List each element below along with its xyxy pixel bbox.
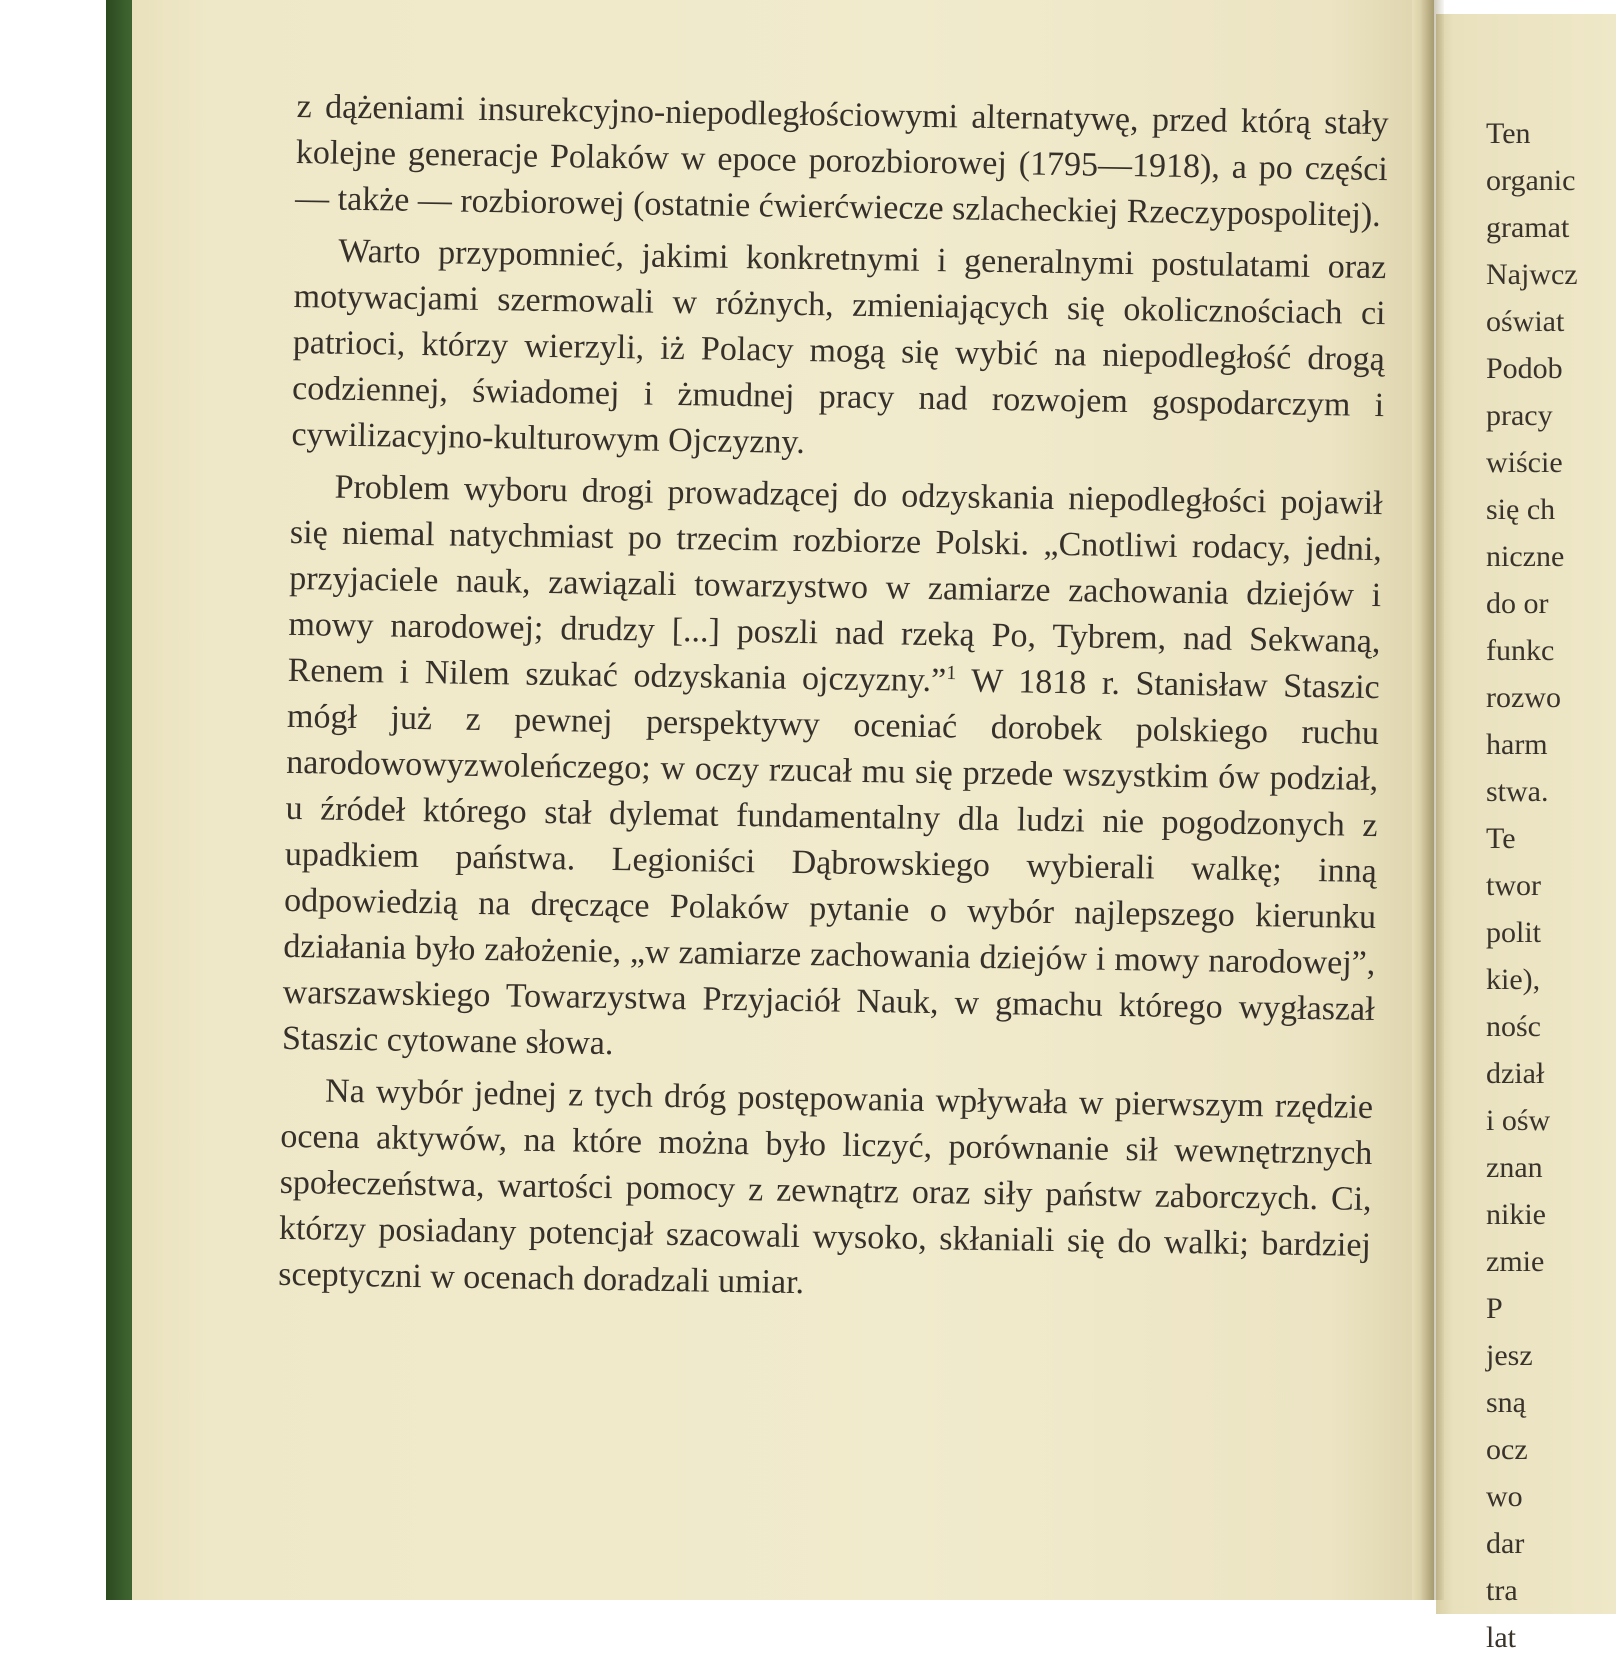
right-page-line-fragment: lat [1486, 1621, 1516, 1654]
right-page-line-fragment: się ch [1486, 493, 1556, 526]
paragraph-3-part-1: Problem wyboru drogi prowadzącej do odzyskania niepodległości pojawił się niemal natychmiast po trzecim rozbiorze Polski. „Cnotliwi rodacy, jedni, przyjaciele nauk, zawiązali towarzystwo w zamiarze zachowania dziejów i mowy narodowej; drudzy [...] poszli nad rzeką Po, Tybrem, nad Sekwaną, Renem i Nilem szukać odzyskania ojczyzny.” [287, 468, 1383, 700]
right-page-text [1486, 110, 1606, 1661]
right-page-line-fragment: tra [1486, 1574, 1518, 1607]
footnote-mark: 1 [946, 661, 957, 685]
left-page-text [278, 84, 1389, 1321]
paragraph-3-part-2: W 1818 r. Stanisław Staszic mógł już z pewnej perspektywy oceniać dorobek polskiego ruchu narodowowyzwoleńczego; w oczy rzucał mu się przede wszystkim ów podział, u źródeł którego stał dylemat fundamentalny dla ludzi nie pogodzonych z upadkiem państwa. Legioniści Dąbrowskiego wybierali walkę; inną odpowiedzią na dręczące Polaków pytanie o wybór najlepszego kierunku działania było założenie, „w zamiarze zachowania dziejów i mowy narodowej”, warszawskiego Towarzystwa Przyjaciół Nauk, w gmachu którego wygłaszał Staszic cytowane słowa. [281, 662, 1380, 1063]
paragraph-3 [282, 464, 1383, 1079]
right-page-line-fragment: do or [1486, 587, 1549, 620]
right-page-line-fragment: harm [1486, 728, 1548, 761]
paragraph-4: Na wybór jednej z tych dróg postępowania wpływała w pierwszym rzędzie ocena aktywów, na które można było liczyć, porównanie sił wewnętrznych społeczeństwa, wartości pomocy z zewnątrz oraz siły państw zaborczych. Ci, którzy posiadany potencjał szacowali wysoko, skłaniali się do walki; bardziej sceptyczni w ocenach doradzali umiar. [278, 1072, 1374, 1302]
right-page-line-fragment: wiście [1486, 446, 1563, 479]
right-page-line-fragment: dar [1486, 1527, 1525, 1560]
right-page-line-fragment: Ten [1486, 117, 1531, 150]
right-page-line-fragment: nośc [1486, 1010, 1541, 1043]
book-gutter [1420, 0, 1444, 1600]
right-page-line-fragment: nikie [1486, 1198, 1546, 1231]
right-page-line-fragment: Najwcz [1486, 258, 1578, 291]
right-page-line-fragment: oświat [1486, 305, 1565, 338]
right-page-line-fragment: rozwo [1486, 681, 1561, 714]
right-page-line-fragment: znan [1486, 1151, 1543, 1184]
right-page-line-fragment: Podob [1486, 352, 1563, 385]
right-page-line-fragment: sną [1486, 1386, 1526, 1419]
right-page-line-fragment: organic [1486, 164, 1576, 197]
right-page-line-fragment: P [1486, 1292, 1503, 1325]
right-page-line-fragment: wo [1486, 1480, 1523, 1513]
right-page-line-fragment: dział [1486, 1057, 1545, 1090]
paragraph-2: Warto przypomnieć, jakimi konkretnymi i generalnymi postulatami oraz motywacjami szermowali w różnych, zmieniających się okolicznościach ci patrioci, którzy wierzyli, iż Polacy mogą się wybić na niepodległość drogą codziennej, świadomej i żmudnej pracy nad rozwojem gospodarczym i cywilizacyjno-kulturowym Ojczyzny. [291, 232, 1387, 462]
paragraph-1: z dążeniami insurekcyjno-niepodległościowymi alternatywę, przed którą stały kolejne generacje Polaków w epoce porozbiorowej (1795—1918), a po części — także — rozbiorowej (ostatnie ćwierćwiecze szlacheckiej Rzeczypospolitej). [294, 87, 1389, 235]
right-page-line-fragment: Te [1486, 822, 1516, 855]
right-page-line-fragment: polit [1486, 916, 1542, 949]
right-page-line-fragment: zmie [1486, 1245, 1545, 1278]
right-page-line-fragment: kie), [1486, 963, 1541, 996]
right-page-line-fragment: funkc [1486, 634, 1555, 667]
right-page-line-fragment: gramat [1486, 211, 1570, 244]
right-page-line-fragment: i ośw [1486, 1104, 1551, 1137]
right-page-line-fragment: stwa. [1486, 775, 1549, 808]
right-page-line-fragment: twor [1486, 869, 1541, 902]
right-page-line-fragment: pracy [1486, 399, 1553, 432]
right-page-line-fragment: niczne [1486, 540, 1565, 573]
right-page-line-fragment: jesz [1486, 1339, 1533, 1372]
right-page-line-fragment: ocz [1486, 1433, 1528, 1466]
